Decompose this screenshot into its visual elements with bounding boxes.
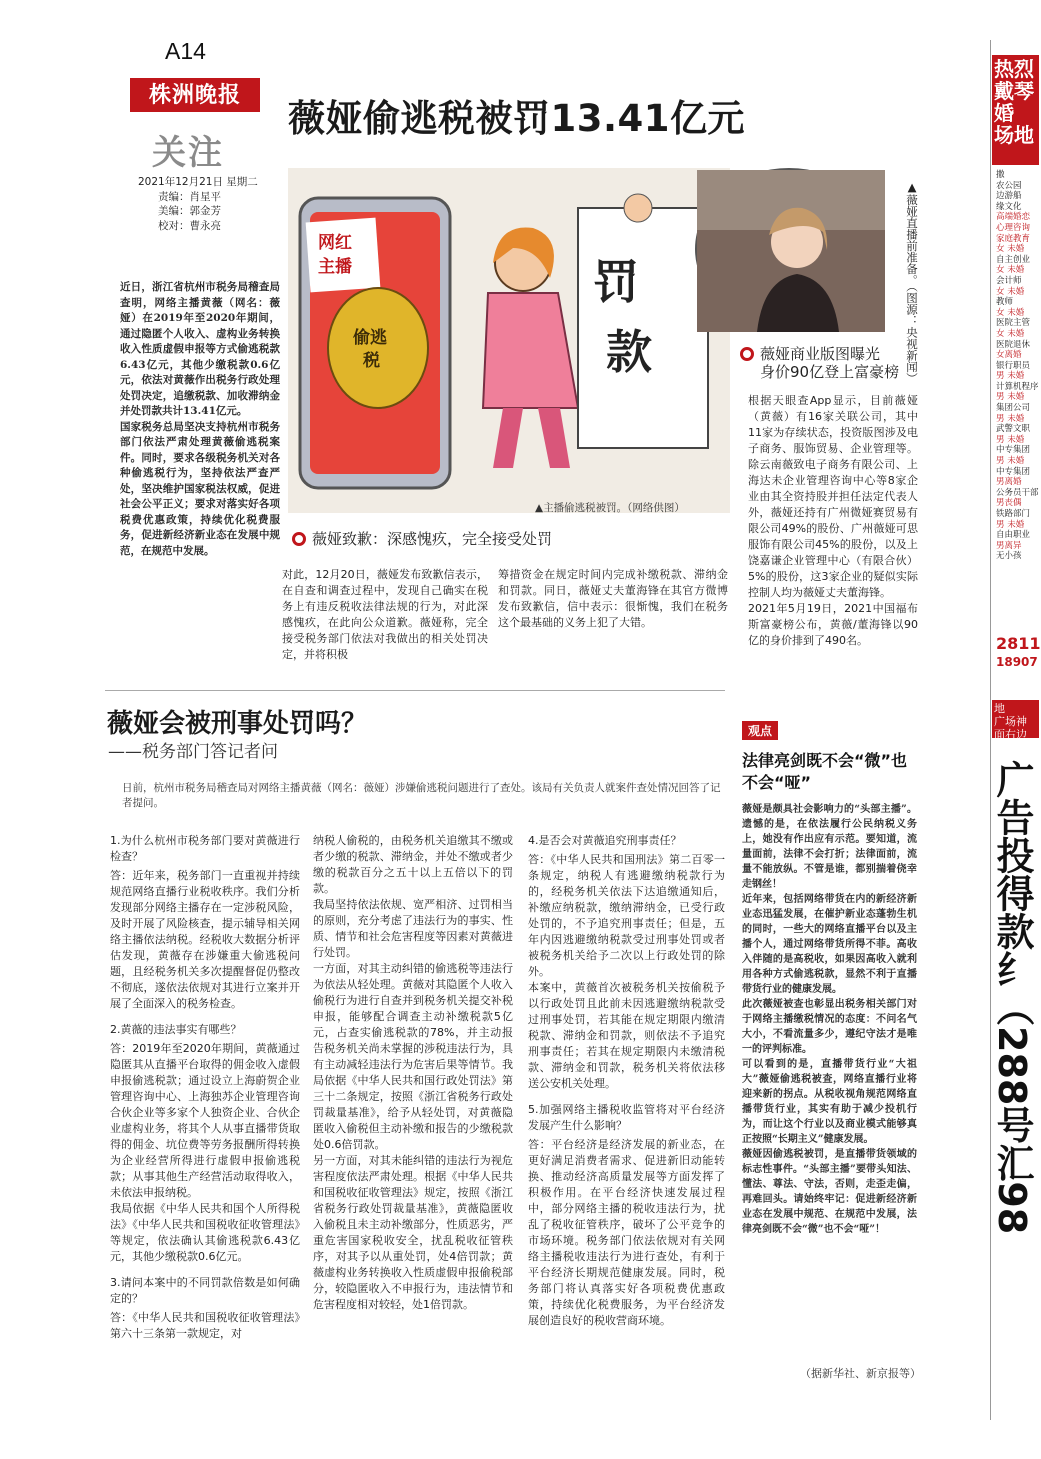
ad-line: 公务员干部	[996, 487, 1039, 498]
ad-line: 铁路部门	[996, 509, 1031, 519]
subheading-business	[740, 345, 899, 381]
ad-line: 男 未婚	[996, 392, 1025, 403]
qa-lead: 日前，杭州市税务局稽查局对网络主播黄薇（网名：薇娅）涉嫌偷逃税问题进行了查处。该局有关负责人就案件查处情况回答了记者提问。	[122, 782, 721, 809]
cartoon-svg	[288, 168, 730, 513]
bullet-circle-icon	[740, 347, 754, 361]
divider	[105, 690, 725, 691]
ad-line: 农公园	[996, 180, 1022, 191]
answer-4: 答：《中华人民共和国刑法》第二百零一条规定，纳税人有逃避缴纳税款行为的，经税务机关依法下达追缴通知后，补缴应纳税款，缴纳滞纳金，已受行政处罚的，不予追究刑事责任；但是，五年内因逃避缴纳税款受过刑事处罚或者被税务机关给予二次以上行政处罚的除外。 本案中，黄薇首次被税务机关按偷税予以行政处罚且此前未因逃避缴纳税款受过刑事处罚，若其能在规定期限内缴清税款、滞纳金和罚款，则依法不予追究刑事责任；若其在规定期限内未缴清税款、滞纳金和罚款，税务机关将依法移送公安机关处理。	[528, 853, 725, 1090]
proof-credit: 校对：曹永亮	[158, 219, 221, 232]
editor-credit: 责编：肖星平	[158, 190, 221, 203]
ad-line: 女 未婚	[996, 328, 1025, 339]
apology-column-1: 对此，12月20日，薇娅发布致歉信表示，在自查和调查过程中，发现自己确实在税务上有违反税收法律法规的行为，对此深感愧疚，在此向公众道歉。薇娅称，完全接受税务部门依法对我做出的相关处罚决定，并将积极	[282, 568, 488, 661]
subheading-apology-text: 薇娅致歉：深感愧疚，完全接受处罚	[312, 530, 553, 548]
ad-line: 男 未婚	[996, 371, 1025, 382]
page-number: A14	[165, 38, 206, 64]
ad-line: 女离婚	[996, 350, 1022, 361]
ad-line: 男离婚	[996, 477, 1022, 488]
bag-label-line1: 偷逃	[353, 328, 387, 348]
ad-listings	[996, 170, 1039, 562]
qa-column-2: 纳税人偷税的，由税务机关追缴其不缴或者少缴的税款、滞纳金，并处不缴或者少缴的税款百分之五十以上五倍以下的罚款。 我局坚持依法依规、宽严相济、过罚相当的原则，充分考虑了违法行为的事实、性质、情节和社会危害程度等因素对黄薇进行处罚。 一方面，对其主动纠错的偷逃税等违法行为依法从轻处理。黄薇对其隐匿个人收入偷税行为进行自查并到税务机关提交补税申报，能够配合调查主动补缴税款5亿元，占查实偷逃税款的78%，并主动报告税务机关尚未掌握的涉税违法行为，具有主动减轻违法行为危害后果等情节。我局依据《中华人民共和国行政处罚法》第三十二条规定，按照《浙江省税务行政处罚裁量基准》，给予从轻处罚，对黄薇隐匿收入偷税但主动补缴和报告的少缴税款处0.6倍罚款。 另一方面，对其未能纠错的违法行为视危害程度依法严肃处理。根据《中华人民共和国税收征收管理法》规定，按照《浙江省税务行政处罚裁量基准》，黄薇隐匿收入偷税且未主动补缴部分，性质恶劣，严重危害国家税收安全，扰乱税收征管秩序，对其予以从重处罚，处4倍罚款；黄薇虚构业务转换收入性质虚假申报偷税部分，较隐匿收入不申报行为，违法情节和危害程度相对较轻，处1倍罚款。	[313, 834, 513, 1311]
phone-label-line2: 主播	[318, 257, 352, 277]
question-4: 4.是否会对黄薇追究刑事责任？	[528, 834, 682, 847]
ad-line: 女 未婚	[996, 286, 1025, 297]
ad-line: 男 未婚	[996, 456, 1025, 467]
opinion-tag: 观点	[742, 721, 778, 740]
ad-line: 男离异	[996, 540, 1022, 551]
ad-line: 银行职员	[996, 360, 1031, 371]
qa-subheadline: ——税务部门答记者问	[108, 742, 278, 762]
ad-line: 女 未婚	[996, 307, 1025, 318]
question-3: 3.请问本案中的不同罚款倍数是如何确定的？	[110, 1276, 300, 1305]
subheading-business-line1: 薇娅商业版图曝光	[760, 345, 881, 363]
source-credit: （据新华社、新京报等）	[800, 1367, 921, 1380]
ad-line: 心理咨询	[996, 222, 1031, 233]
answer-2: 答：2019年至2020年期间，黄薇通过隐匿其从直播平台取得的佣金收入虚假申报偷逃税款；通过设立上海蔚贺企业管理咨询中心、上海独苏企业管理咨询合伙企业等多家个人独资企业、合伙企业虚构业务，将其个人从事直播带货取得的佣金、坑位费等劳务报酬所得转换为企业经营所得进行虚假申报偷逃税款；从事其他生产经营活动取得收入，未依法申报纳税。 我局依据《中华人民共和国个人所得税法》《中华人民共和国税收征收管理法》等规定，依法确认其偷逃税款6.43亿元，其他少缴税款0.6亿元。	[110, 1042, 300, 1263]
bullet-circle-icon	[292, 532, 306, 546]
cartoon-illustration	[288, 168, 730, 513]
ad-line: 男丧偶	[996, 498, 1022, 509]
question-2: 2.黄薇的违法事实有哪些？	[110, 1023, 242, 1036]
ad-address: 地 广场神 面右边	[992, 700, 1039, 738]
answer-5: 答：平台经济是经济发展的新业态，在更好满足消费者需求、促进新旧动能转换、推动经济高质量发展等方面发挥了积极作用。在平台经济快速发展过程中，部分网络主播的税收违法行为，扰乱了税收征管秩序，破坏了公平竞争的市场环境。税务部门依法依规对有关网络主播税收违法行为进行查处，有利于平台经济长期规范健康发展。同时，税务部门将认真落实好各项税费优惠政策，持续优化税费服务，为平台经济发展创造良好的税收营商环境。	[528, 1138, 725, 1327]
sign-label-line2: 款	[606, 325, 652, 379]
ad-phone-1: 2811	[996, 634, 1041, 653]
ad-line: 教师	[996, 297, 1014, 308]
newspaper-masthead: 株洲晚报	[130, 78, 260, 112]
opinion-title: 法律亮剑既不会“微”也不会“哑”	[742, 751, 908, 792]
ad-line: 撒	[996, 170, 1005, 180]
portrait-caption: ▲薇娅直播前准备。（图源：央视新闻）	[905, 180, 919, 384]
subheading-business-line2: 身价90亿登上富豪榜	[760, 363, 900, 381]
ad-phone	[996, 635, 1041, 671]
intro-text: 近日，浙江省杭州市税务局稽查局查明，网络主播黄薇（网名：薇娅）在2019年至2020年期间，通过隐匿个人收入、虚构业务转换收入性质虚假申报等方式偷逃税款6.43亿元，其他少缴税款0.6亿元，依法对黄薇作出税务行政处理处罚决定，追缴税款、加收滞纳金并处罚款共计13.41亿元。 国家税务总局坚决支持杭州市税务部门依法严肃处理黄薇偷逃税案件。同时，要求各级税务机关对各种偷逃税行为，坚持依法严查严处，坚决维护国家税法权威，促进社会公平正义；要求对落实好各项税费优惠政策，持续优化税费服务，促进新经济新业态在发展中规范，在规范中发展。	[120, 281, 280, 557]
ad-line: 男 未婚	[996, 434, 1025, 445]
portrait-photo	[695, 168, 883, 330]
ad-line: 自由职业	[996, 530, 1031, 541]
ad-line: 计算机程序	[996, 381, 1039, 392]
ad-line: 无小孩	[996, 551, 1022, 562]
ad-line: 家庭教育	[996, 233, 1031, 244]
edition-meta	[138, 175, 258, 233]
business-column: 根据天眼查App显示，目前薇娅（黄薇）有16家关联公司，其中11家为存续状态，投资版图涉及电子商务、服饰贸易、企业管理等。除云南薇致电子商务有限公司、上海达未企业管理咨询中心等8家企业由其全资持股并担任法定代表人外，薇娅还持有广州微娅赛贸易有限公司49%的股份、广州薇娅可思服饰有限公司45%的股份，以及上饶嘉谦企业管理中心（有限合伙）5%的股份，这3家企业的疑似实际控制人均为薇娅丈夫董海锋。 2021年5月19日，2021中国福布斯富豪榜公布，黄薇/董海锋以90亿的身价排到了490名。	[748, 394, 918, 647]
ad-line: 男 未婚	[996, 413, 1025, 424]
ad-line: 高端婚恋	[996, 212, 1031, 223]
ad-line: 医院退休	[996, 339, 1031, 350]
designer-credit: 美编：郭金芳	[158, 205, 221, 217]
bag-label-line2: 税	[363, 351, 380, 371]
subheading-apology	[292, 528, 552, 549]
sign-label-line1: 罚	[593, 255, 639, 309]
ad-line: 中专集团	[996, 445, 1031, 456]
phone-label-line1: 网红	[318, 233, 352, 253]
qa-headline: 薇娅会被刑事处罚吗？	[107, 709, 368, 739]
ad-header: 热烈 戴琴 婚 场地	[992, 55, 1039, 165]
ad-big-text: 广告投得款纟（288号汇98	[990, 760, 1034, 1235]
ad-line: 中专集团	[996, 466, 1031, 477]
edition-date: 2021年12月21日 星期二	[138, 176, 258, 188]
illustration-caption: ▲主播偷逃税被罚。（网络供图）	[535, 502, 685, 514]
ad-line: 边游船	[996, 191, 1022, 202]
ad-line: 女 未婚	[996, 265, 1025, 276]
ad-phone-2: 18907	[996, 655, 1038, 669]
ad-line: 武警文职	[996, 424, 1031, 435]
opinion-box	[742, 720, 917, 1237]
ad-line: 自主创业	[996, 254, 1031, 265]
question-5: 5.加强网络主播税收监管将对平台经济发展产生什么影响？	[528, 1103, 725, 1132]
ad-line: 会计师	[996, 275, 1022, 286]
qa-column-3	[528, 833, 725, 1329]
question-1: 1.为什么杭州市税务部门要对黄薇进行检查？	[110, 834, 300, 863]
apology-column-2: 筹措资金在规定时间内完成补缴税款、滞纳金和罚款。同日，薇娅丈夫董海锋在其官方微博发布致歉信，信中表示：很惭愧，我们在税务这个最基础的义务上犯了大错。	[498, 568, 728, 629]
section-title: 关注	[152, 133, 224, 173]
answer-3-start: 答：《中华人民共和国税收征收管理法》第六十三条第一款规定，对	[110, 1311, 300, 1340]
answer-1: 答：近年来，税务部门一直重视并持续规范网络直播行业税收秩序。我们分析发现部分网络主播存在一定涉税风险，及时开展了风险核查，提示辅导相关网络主播依法纳税。经税收大数据分析评估发现，黄薇存在涉嫌重大偷逃税问题，且经税务机关多次提醒督促仍整改不彻底，遂依法依规对其进行立案并开展了全面深入的税务检查。	[110, 869, 300, 1010]
ad-line: 缘文化	[996, 201, 1022, 212]
ad-line: 集团公司	[996, 403, 1031, 414]
ad-line: 女 未婚	[996, 244, 1025, 255]
qa-column-1	[110, 833, 300, 1342]
ad-line: 男 未婚	[996, 519, 1025, 530]
opinion-body: 薇娅是颇具社会影响力的“头部主播”。遗憾的是，在依法履行公民纳税义务上，她没有作出应有示范。要知道，流量面前，法律不会打折；法律面前，流量不能放纵。不管是谁，都别揣着侥幸走钢丝！ 近年来，包括网络带货在内的新经济新业态迅猛发展，在催护新业态蓬勃生机的同时，一些大的网络直播平台以及主播个人，通过网络带货所得不菲。高收入伴随的是高税收，如果因高收入就利用各种方式偷逃税款，显然不利于直播带货行业的健康发展。 此次薇娅被查也彰显出税务相关部门对于网络主播缴税情况的态度：不问名气大小，不看流量多少，遵纪守法才是唯一的评判标准。 可以看到的是，直播带货行业“大祖大”薇娅偷逃税被查，网络直播行业将迎来新的拐点。从税收视角规范网络直播带货行业，其实有助于减少投机行为，而让这个行业以及商业模式能够真正按照“长期主义”健康发展。 薇娅因偷逃税被罚，是直播带货领域的标志性事件。“头部主播”要带头知法、懂法、尊法、守法，否则，走歪走偏，再难回头。请始终牢记：促进新经济新业态在发展中规范、在规范中发展，法律亮剑既不会“微”也不会“哑”！	[742, 804, 917, 1235]
ad-line: 医院主管	[996, 318, 1031, 329]
main-headline: 薇娅偷逃税被罚13.41亿元	[288, 97, 746, 140]
